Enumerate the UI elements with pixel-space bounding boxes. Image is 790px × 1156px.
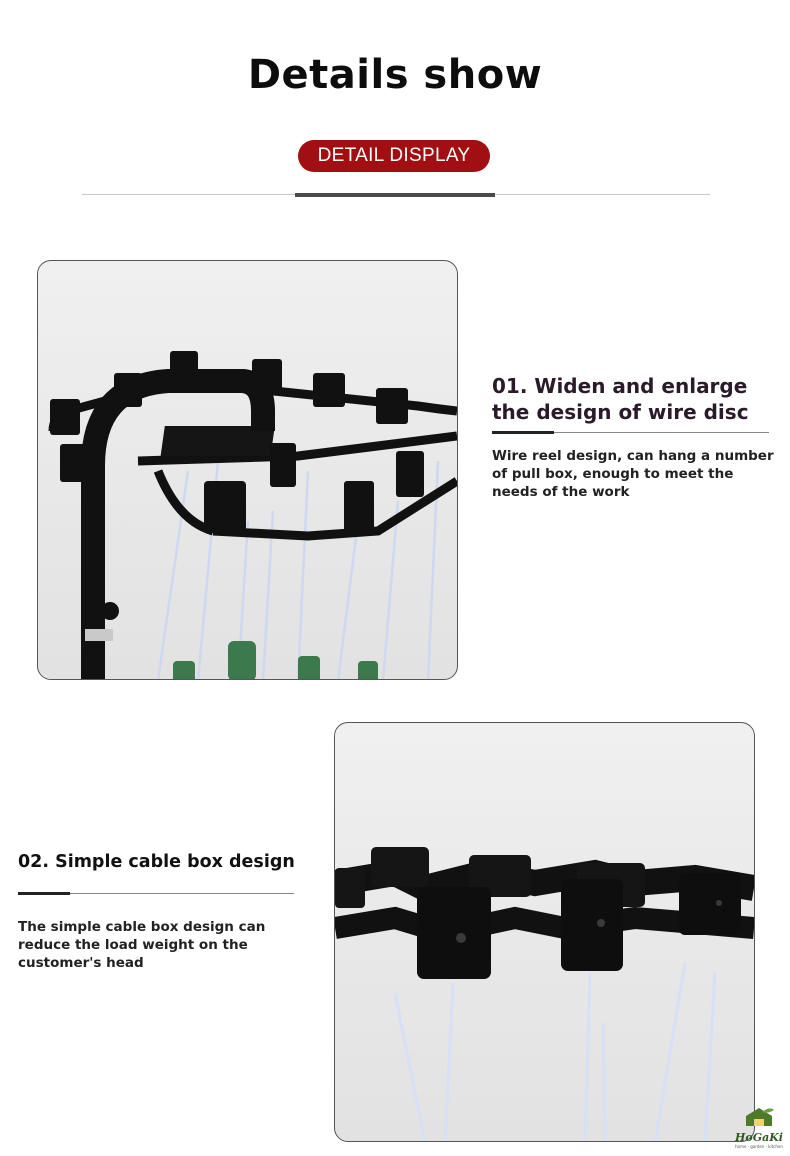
house-leaf-icon bbox=[742, 1106, 776, 1128]
page-title: Details show bbox=[247, 52, 543, 98]
section-1-heading: 01. Widen and enlarge the design of wire disc bbox=[492, 374, 749, 424]
header-divider-accent bbox=[295, 193, 495, 197]
section-1-divider-accent bbox=[492, 431, 554, 434]
wire-reel-rack-photo bbox=[37, 260, 458, 680]
logo-subtext: home · garden · kitchen bbox=[735, 1144, 783, 1149]
logo-text: HoGaKi bbox=[735, 1131, 783, 1144]
section-2-divider-accent bbox=[18, 892, 70, 895]
detail-display-badge: DETAIL DISPLAY bbox=[298, 140, 490, 172]
section-1-body: Wire reel design, can hang a number of pull box, enough to meet the needs of the work bbox=[492, 448, 774, 500]
cable-box-closeup-photo bbox=[334, 722, 755, 1142]
hogaki-logo bbox=[730, 1106, 788, 1154]
section-2-body: The simple cable box design can reduce the load weight on the customer's head bbox=[18, 919, 266, 971]
section-2-heading: 02. Simple cable box design bbox=[18, 852, 295, 872]
